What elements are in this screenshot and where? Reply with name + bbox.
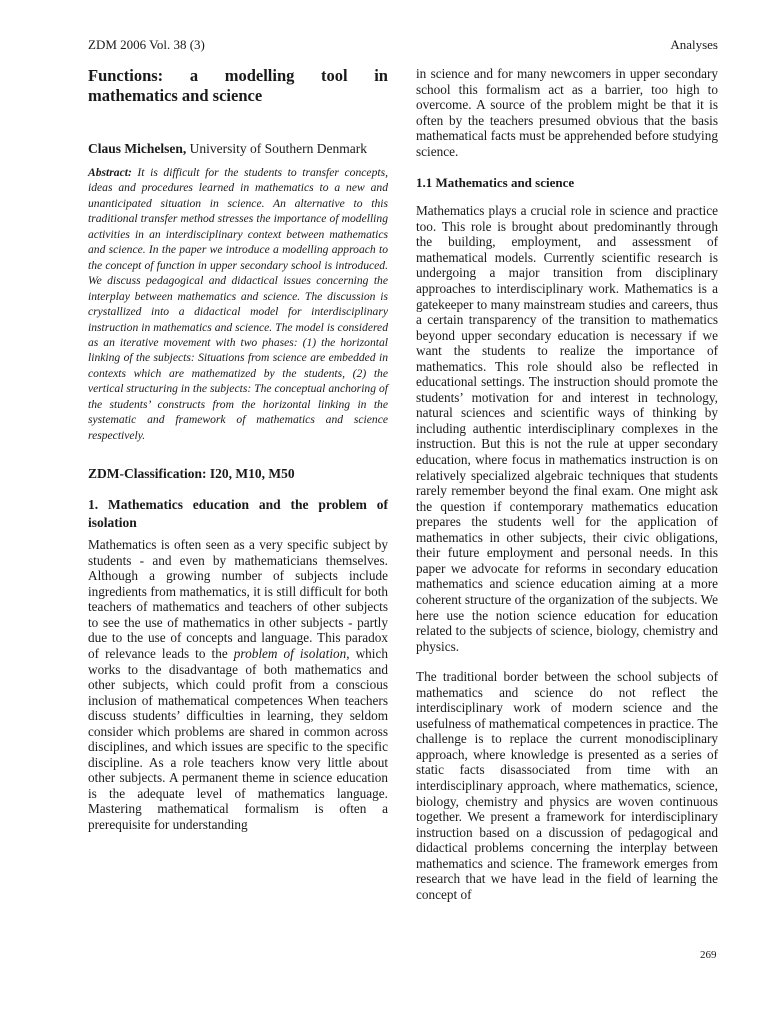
paper-title-line1: Functions: a modelling tool in — [88, 66, 388, 85]
section11-paragraph-1: Mathematics plays a crucial role in science and practice too. This role is brought about predominantly through the building, employment, and assessment of mathematical models. Currently scientific research is undergoing a major transition from disciplinary approaches to interdisciplinary work. Mathematics is a gatekeeper to many mainstream studies and careers, thus a certain transparency of the transition to mathematics beyond upper secondary education is necessary if we want the students to realize the importance of mathematics. This role should also be reflected in educational settings. The instruction should promote the students’ motivation for and interest in technology, natural sciences and scientific ways of thinking by including authentic interdisciplinary complexes in the instruction. But this is not the rule at upper secondary education, where focus in mathematics instruction is on relatively specialized algebraic techniques that students rarely remember beyond the final exam. One might ask the question if contemporary mathematics education prepares the students well for the application of mathematics in other subjects, their civic obligations, their future employment and personal needs. In this paper we advocate for reforms in secondary education mathematics and science education aiming at a more coherent structure of the organization of the subjects. We here use the notion science education for education related to the subjects of science, biology, chemistry and physics. — [416, 203, 718, 654]
section1-paragraph — [88, 537, 388, 832]
section11-heading: 1.1 Mathematics and science — [416, 175, 575, 191]
abstract-label: Abstract: — [88, 166, 132, 179]
section-header: Analyses — [670, 37, 718, 52]
section11-paragraph-2: The traditional border between the school subjects of mathematics and science do not reflect the interdisciplinary work of modern science and the usefulness of mathematical competences in practice. The challenge is to replace the current monodisciplinary approach, where knowledge is presented as a series of static facts disassociated from time with an interdisciplinary approach, where mathematics, science, biology, chemistry and physics are woven continuous together. We present a framework for interdisciplinary instruction based on a discussion of pedagogical and didactical problems concerning the interplay between mathematics and science. The framework emerges from research that we have lead in the field of learning the concept of — [416, 669, 718, 902]
author-name: Claus Michelsen, — [88, 141, 187, 156]
section1-text-before: Mathematics is often seen as a very specific subject by students - and even by mathematicians themselves. Although a growing number of subjects include ingredients from mathematics, it is still difficult for both teachers of mathematics and teachers of other subjects to see the use of mathematics in other subjects - partly due to the use of concepts and language. This paradox of relevance leads to the — [88, 537, 388, 661]
right-column — [416, 66, 718, 902]
section1-continued: in science and for many newcomers in upper secondary school this formalism act as a barrier, too high to overcome. A source of the problem might be that it is often by the teachers presumed obvious that the basis mathematical facts must be apprehended before studying science. — [416, 66, 718, 159]
left-column — [88, 66, 388, 833]
page-number: 269 — [700, 949, 717, 961]
abstract-text: It is difficult for the students to transfer concepts, ideas and procedures learned in mathematics to a new and unanticipated situation in science. An alternative to this traditional transfer method stresses the importance of modelling activities in an interdisciplinary context between mathematics and science. In the paper we introduce a modelling approach to the concept of function in upper secondary school is introduced. We discuss pedagogical and didactical issues concerning the interplay between mathematics and science. The discussion is crystallized into a didactical model for interdisciplinary instruction in mathematics and science. The model is considered as an iterative movement with two phases: (1) the horizontal linking of the subjects: Situations from science are embedded in contexts which are mathematized by the students, (2) the vertical structuring in the subjects: The conceptual anchoring of the students’ constructs from the horizontal linking in the systematic and framework of mathematics and science respectively. — [88, 166, 388, 442]
section1-heading: 1. Mathematics education and the problem of isolation — [88, 497, 388, 530]
journal-header: ZDM 2006 Vol. 38 (3) — [88, 37, 205, 52]
classification: ZDM-Classification: I20, M10, M50 — [88, 466, 295, 482]
author-line — [88, 141, 388, 157]
section1-text-after: , which works to the disadvantage of both mathematics and other subjects, which could profit from a conscious inclusion of mathematical competences When teachers discuss students’ difficulties in learning, they seldom consider which problems are shared in common across disciplines, and which issues are specific to the specific discipline. As a role teachers know very little about other subjects. A permanent theme in science education is the adequate level of mathematics language. Mastering mathematical formalism is often a prerequisite for understanding — [88, 645, 388, 832]
section1-emphasis: problem of isolation — [233, 645, 347, 661]
abstract — [88, 165, 388, 443]
author-affiliation: University of Southern Denmark — [186, 141, 367, 156]
paper-title-line2: mathematics and science — [88, 86, 263, 105]
